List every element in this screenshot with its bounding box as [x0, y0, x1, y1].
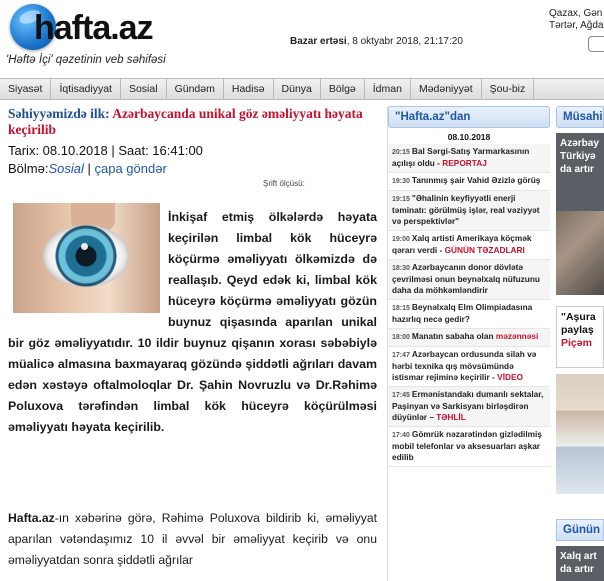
nav-item-bolge[interactable]: Bölgə	[321, 79, 365, 99]
site-logo[interactable]	[10, 4, 170, 50]
nav-item-sou-biznes[interactable]: Şou-biz	[482, 79, 535, 99]
promo-line: Piçəm	[561, 337, 592, 349]
current-date	[290, 36, 463, 47]
news-text: Azərbaycanın donor dövlətə çevrilməsi onun beynəlxalq nüfuzunu daha da möhkəmləndirir	[392, 262, 540, 295]
news-item[interactable]	[388, 347, 550, 387]
news-text: Gömrük nəzarətindən gizlədilmiş mobil telefonlar və aksesuarları aşkar edilib	[392, 429, 542, 462]
site-tagline: 'Həftə İçi' qəzetinin veb səhifəsi	[6, 54, 166, 66]
news-text: Manatın sabaha olan	[411, 331, 496, 341]
news-time: 17:40	[392, 432, 410, 439]
nav-item-dunya[interactable]: Dünya	[274, 79, 321, 99]
news-item[interactable]	[388, 260, 550, 300]
day-card[interactable]	[556, 546, 604, 581]
nav-item-sosial[interactable]: Sosial	[121, 79, 167, 99]
news-text: Azərbaycan ordusunda silah və hərbi texnika qış mövsümündə istismar rejiminə keçirilir -	[392, 349, 537, 382]
current-datetime: , 8 oktyabr 2018, 21:17:20	[346, 36, 463, 47]
news-item[interactable]	[388, 191, 550, 231]
right-sidebar	[556, 106, 604, 581]
news-time: 19:00	[392, 236, 410, 243]
news-tag: TƏHLİL	[436, 412, 466, 422]
section-separator: |	[83, 161, 95, 176]
main-nav	[0, 78, 604, 100]
nav-item-medeniyyet[interactable]: Mədəniyyət	[411, 79, 482, 99]
news-time: 20:15	[392, 149, 410, 156]
nav-item-iqtisadiyyat[interactable]: İqtisadiyyat	[51, 79, 121, 99]
news-time: 19:15	[392, 196, 410, 203]
news-feed-date: 08.10.2018	[447, 132, 491, 142]
logo-text: hafta.az	[34, 9, 153, 47]
interview-line: Türkiyə	[560, 151, 596, 162]
news-list	[388, 144, 550, 467]
article-meta: Tarix: 08.10.2018 | Saat: 16:41:00	[8, 143, 203, 158]
eye-image	[43, 225, 129, 287]
article-title	[8, 106, 378, 138]
news-text: "Əhalinin keyfiyyətli enerji təminatı: görülmüş işlər, real vəziyyət və perspektivlər"	[392, 193, 540, 226]
promo-card[interactable]	[556, 306, 604, 368]
news-text: Beynəlxalq Elm Olimpiadasına hazırlıq necə gedir?	[392, 302, 533, 324]
print-link[interactable]: çapa göndər	[94, 161, 167, 176]
article-headline: Azərbaycanda unikal göz əməliyyatı həyata keçirilib	[8, 106, 363, 137]
news-item[interactable]	[388, 387, 550, 427]
source-name: Hafta.az	[8, 511, 55, 525]
promo-photo[interactable]	[556, 374, 604, 494]
paragraph-text: -ın xəbərinə görə, Rəhimə Poluxova bildirib ki, əməliyyat aparılan vətəndaşımız 10 il əvvəl bir əməliyyat keçirib və onu əməliyyatdan sonra şiddətli ağrılar	[8, 511, 377, 567]
news-item[interactable]	[388, 173, 550, 191]
article-lead-text: İnkişaf etmiş ölkələrdə həyata keçirilən limbal kök hüceyrə köçürmə əməliyyatı ölkəmizdə də reallaşıb. Qeyd edək ki, limbal kök hüceyrə köçürmə əməliyyatı gözün buynuz qişasında aparılan unikal bir göz əməliyyatıdır. 10 ildir buynuz qişanın xorası səbəbiylə müalicə almasına baxmayaraq gözündə şiddətli ağrıları davam edən xəstəyə oftalmoloqlar Dr. Şahin Novruzlu və Dr.Rəhimə Poluxova tərəfindən limbal kök hüceyrə köçürülməsi əməliyyatı həyata keçirilib.	[8, 210, 377, 434]
nav-item-gundem[interactable]: Gündəm	[167, 79, 224, 99]
news-tag: məzənnəsi	[495, 331, 539, 341]
news-tag: VİDEO	[497, 372, 523, 382]
interview-line: Azərbay	[560, 138, 599, 149]
article-photo	[13, 203, 160, 313]
weather-line: Tərtər, Ağda	[549, 20, 604, 31]
article	[0, 103, 384, 581]
news-text: Ermənistandakı dumanlı sektalar, Paşinyan və Sarkisyanı birləşdirən düyünlər –	[392, 389, 544, 422]
font-size-label: Şrift ölçüsü:	[263, 179, 305, 188]
current-day: Bazar ertəsi	[290, 36, 347, 47]
news-feed	[387, 106, 550, 581]
news-text: Xalq artisti Amerikaya köçmək qərarı verdi -	[392, 233, 532, 255]
nav-item-idman[interactable]: İdman	[365, 79, 411, 99]
news-item[interactable]	[388, 231, 550, 260]
section-link[interactable]: Sosial	[48, 161, 84, 176]
interview-card[interactable]	[556, 133, 604, 295]
day-line: da artır	[560, 564, 594, 575]
news-time: 17:47	[392, 352, 410, 359]
promo-line: "Aşura	[561, 311, 596, 323]
interview-line: da artır	[560, 164, 594, 175]
news-text: Tanınmış şair Vahid Əzizlə görüş	[411, 175, 541, 185]
news-item[interactable]	[388, 329, 550, 347]
news-time: 18:00	[392, 334, 410, 341]
interview-photo	[556, 211, 604, 295]
news-time: 18:30	[392, 265, 410, 272]
weather-widget	[549, 8, 603, 32]
news-text: Bal Sərgi-Satış Yarmarkasının açılışı oldu -	[392, 146, 530, 168]
news-item[interactable]	[388, 427, 550, 467]
section-label: Bölmə:	[8, 161, 49, 176]
weather-select[interactable]	[588, 36, 604, 52]
news-time: 19:30	[392, 178, 410, 185]
day-line: Xalq art	[560, 551, 597, 562]
article-paragraph	[8, 508, 377, 571]
news-feed-heading: "Hafta.az"dan	[388, 106, 550, 128]
nav-item-siyaset[interactable]: Siyasət	[0, 79, 51, 99]
news-time: 18:15	[392, 305, 410, 312]
news-tag: REPORTAJ	[442, 158, 487, 168]
nav-item-hadise[interactable]: Hadisə	[224, 79, 274, 99]
news-tag: GÜNÜN TƏZADLARI	[444, 245, 525, 255]
site-header	[0, 0, 604, 77]
article-section	[8, 161, 167, 176]
news-item[interactable]	[388, 144, 550, 173]
day-heading: Günün	[556, 519, 604, 541]
weather-line: Qazax, Gən	[549, 8, 603, 19]
news-time: 17:45	[392, 392, 410, 399]
interview-heading: Müsahi	[556, 106, 604, 128]
promo-line: paylaş	[561, 324, 594, 336]
news-item[interactable]	[388, 300, 550, 329]
article-rubric: Səhiyyəmizdə ilk:	[8, 106, 110, 121]
